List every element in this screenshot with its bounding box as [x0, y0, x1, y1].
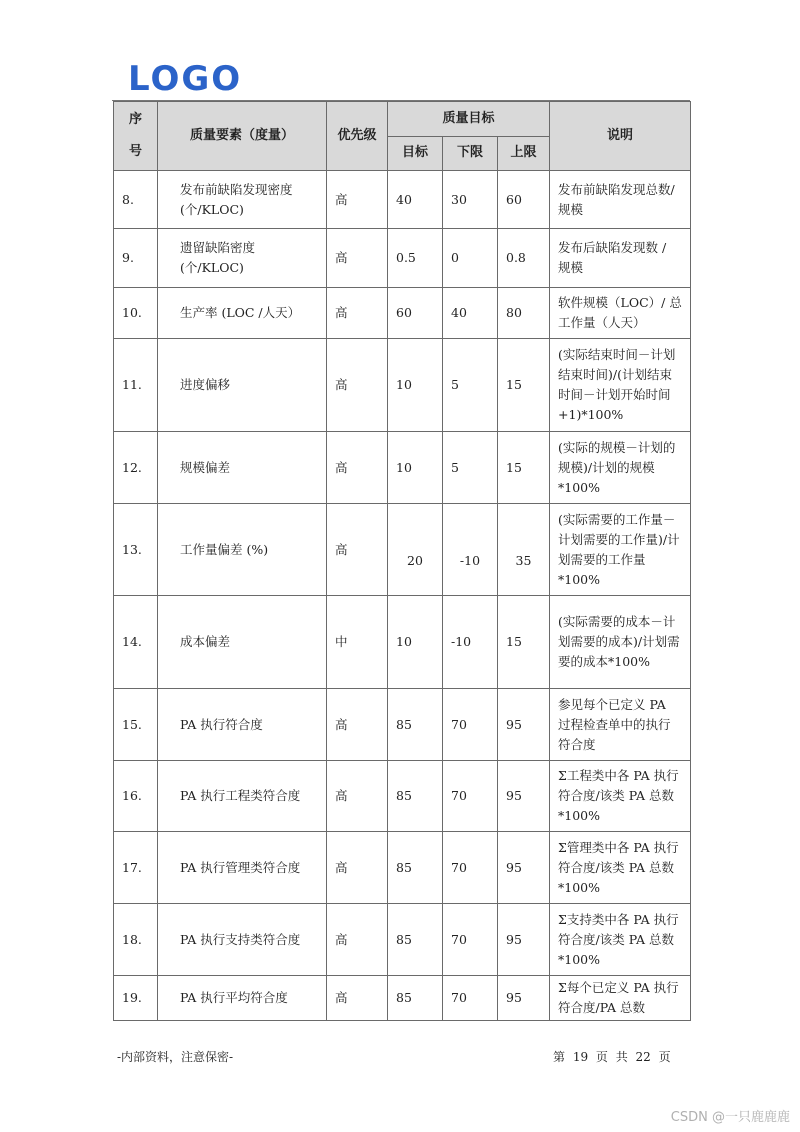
- row-lower: -10: [443, 596, 498, 689]
- row-priority: 高: [327, 904, 388, 976]
- header-target: 目标: [388, 136, 443, 171]
- row-element: 生产率 (LOC /人天）: [158, 288, 327, 339]
- row-element: PA 执行支持类符合度: [158, 904, 327, 976]
- row-element: 工作量偏差 (%): [158, 504, 327, 596]
- row-lower: 70: [443, 832, 498, 904]
- row-element: PA 执行管理类符合度: [158, 832, 327, 904]
- table-row: [114, 904, 691, 976]
- row-element: PA 执行符合度: [158, 689, 327, 761]
- row-note: (实际的规模－计划的规模)/计划的规模*100%: [550, 432, 691, 504]
- row-element: 进度偏移: [158, 339, 327, 432]
- table-row: [114, 229, 691, 288]
- row-lower: 30: [443, 171, 498, 229]
- row-target: 85: [388, 761, 443, 832]
- row-upper: 0.8: [498, 229, 550, 288]
- row-priority: 高: [327, 288, 388, 339]
- row-element: 规模偏差: [158, 432, 327, 504]
- table-row: [114, 339, 691, 432]
- row-target: 10: [388, 339, 443, 432]
- header-seq: 序 号: [114, 102, 158, 171]
- header-element: 质量要素（度量）: [158, 102, 327, 171]
- row-number: 13.: [114, 504, 158, 596]
- row-priority: 高: [327, 689, 388, 761]
- row-note: 发布前缺陷发现总数/ 规模: [550, 171, 691, 229]
- row-number: 11.: [114, 339, 158, 432]
- row-note: 软件规模（LOC）/ 总工作量（人天）: [550, 288, 691, 339]
- header-lower: 下限: [443, 136, 498, 171]
- row-lower: -10: [443, 504, 498, 596]
- table-row: [114, 761, 691, 832]
- watermark: CSDN @一只鹿鹿鹿: [670, 1110, 790, 1125]
- row-priority: 高: [327, 832, 388, 904]
- table-row: [114, 832, 691, 904]
- row-priority: 中: [327, 596, 388, 689]
- row-element: 成本偏差: [158, 596, 327, 689]
- row-number: 9.: [114, 229, 158, 288]
- row-priority: 高: [327, 229, 388, 288]
- row-lower: 70: [443, 904, 498, 976]
- row-upper: 15: [498, 432, 550, 504]
- row-upper: 95: [498, 689, 550, 761]
- row-upper: 95: [498, 761, 550, 832]
- row-upper: 15: [498, 596, 550, 689]
- row-upper: 95: [498, 976, 550, 1021]
- row-upper: 95: [498, 832, 550, 904]
- row-target: 20: [388, 504, 443, 596]
- table-row: [114, 689, 691, 761]
- table-row: [114, 504, 691, 596]
- row-target: 10: [388, 432, 443, 504]
- row-number: 18.: [114, 904, 158, 976]
- row-note: (实际结束时间－计划结束时间)/(计划结束时间－计划开始时间+1)*100%: [550, 339, 691, 432]
- row-number: 12.: [114, 432, 158, 504]
- row-number: 14.: [114, 596, 158, 689]
- row-note: 参见每个已定义 PA 过程检查单中的执行符合度: [550, 689, 691, 761]
- row-target: 40: [388, 171, 443, 229]
- row-lower: 70: [443, 689, 498, 761]
- header-note: 说明: [550, 102, 691, 171]
- row-upper: 95: [498, 904, 550, 976]
- logo: LOGO: [128, 59, 243, 99]
- header-target-group: 质量目标: [388, 102, 550, 137]
- row-number: 15.: [114, 689, 158, 761]
- row-target: 10: [388, 596, 443, 689]
- row-priority: 高: [327, 761, 388, 832]
- row-number: 17.: [114, 832, 158, 904]
- row-target: 85: [388, 832, 443, 904]
- table-row: [114, 288, 691, 339]
- row-priority: 高: [327, 504, 388, 596]
- row-target: 85: [388, 689, 443, 761]
- row-element: 遗留缺陷密度 (个/KLOC): [158, 229, 327, 288]
- row-note: Σ每个已定义 PA 执行符合度/PA 总数: [550, 976, 691, 1021]
- row-note: Σ支持类中各 PA 执行符合度/该类 PA 总数*100%: [550, 904, 691, 976]
- row-target: 85: [388, 904, 443, 976]
- row-upper: 35: [498, 504, 550, 596]
- row-target: 0.5: [388, 229, 443, 288]
- row-lower: 40: [443, 288, 498, 339]
- row-element: 发布前缺陷发现密度 (个/KLOC): [158, 171, 327, 229]
- footer-confidential: -内部资料，注意保密-: [117, 1050, 234, 1064]
- row-number: 19.: [114, 976, 158, 1021]
- row-target: 60: [388, 288, 443, 339]
- row-note: Σ管理类中各 PA 执行符合度/该类 PA 总数*100%: [550, 832, 691, 904]
- row-priority: 高: [327, 976, 388, 1021]
- row-target: 85: [388, 976, 443, 1021]
- row-note: Σ工程类中各 PA 执行符合度/该类 PA 总数*100%: [550, 761, 691, 832]
- row-lower: 0: [443, 229, 498, 288]
- table-row: [114, 596, 691, 689]
- row-note: (实际需要的工作量－计划需要的工作量)/计划需要的工作量*100%: [550, 504, 691, 596]
- row-priority: 高: [327, 339, 388, 432]
- row-number: 16.: [114, 761, 158, 832]
- row-priority: 高: [327, 432, 388, 504]
- table-row: [114, 976, 691, 1021]
- table-row: [114, 171, 691, 229]
- row-upper: 80: [498, 288, 550, 339]
- row-priority: 高: [327, 171, 388, 229]
- row-lower: 70: [443, 761, 498, 832]
- row-element: PA 执行平均符合度: [158, 976, 327, 1021]
- row-note: 发布后缺陷发现数 / 规模: [550, 229, 691, 288]
- row-lower: 5: [443, 339, 498, 432]
- row-upper: 15: [498, 339, 550, 432]
- row-number: 8.: [114, 171, 158, 229]
- row-element: PA 执行工程类符合度: [158, 761, 327, 832]
- header-priority: 优先级: [327, 102, 388, 171]
- table-row: [114, 432, 691, 504]
- row-note: (实际需要的成本－计划需要的成本)/计划需要的成本*100%: [550, 596, 691, 689]
- row-lower: 5: [443, 432, 498, 504]
- row-upper: 60: [498, 171, 550, 229]
- header-upper: 上限: [498, 136, 550, 171]
- row-lower: 70: [443, 976, 498, 1021]
- footer-page-number: 第 19 页 共 22 页: [553, 1050, 671, 1064]
- row-number: 10.: [114, 288, 158, 339]
- quality-metrics-table: [113, 101, 691, 1021]
